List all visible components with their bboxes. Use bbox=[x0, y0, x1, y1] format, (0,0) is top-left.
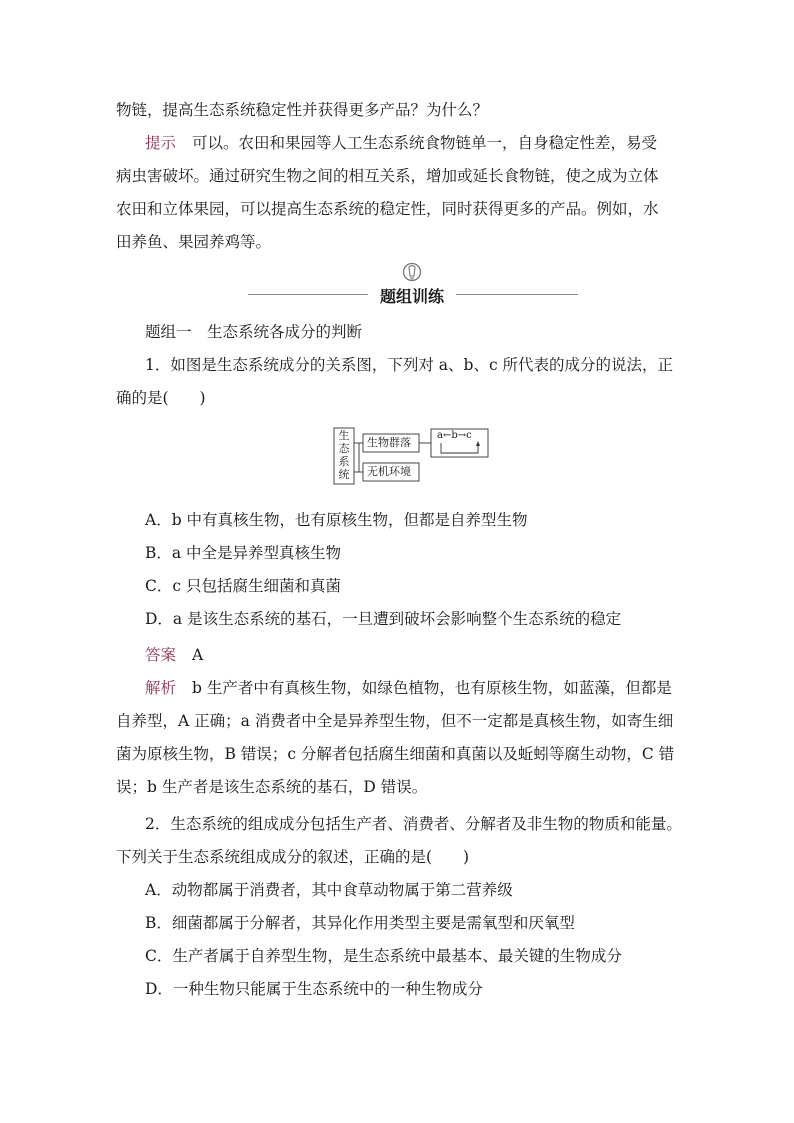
hint-tag: 提示 bbox=[145, 134, 177, 152]
q2-option-d: D．一种生物只能属于生态系统中的一种生物成分 bbox=[145, 980, 483, 998]
q1-option-d: D．a 是该生态系统的基石，一旦遭到破坏会影响整个生态系统的稳定 bbox=[145, 610, 622, 628]
q2-stem-2: 下列关于生态系统组成成分的叙述，正确的是( ) bbox=[116, 848, 470, 866]
hint-line-4: 田养鱼、果园养鸡等。 bbox=[116, 233, 272, 251]
ecosystem-diagram bbox=[331, 426, 491, 486]
q1-analysis-1 bbox=[145, 678, 672, 698]
section-title: 题组训练 bbox=[379, 287, 444, 306]
bulb-icon bbox=[402, 262, 422, 284]
diagram-branch-environment: 无机环境 bbox=[367, 465, 411, 478]
intro-line-1: 物链，提高生态系统稳定性并获得更多产品？为什么？ bbox=[116, 101, 489, 119]
hint-line-3: 农田和立体果园，可以提高生态系统的稳定性，同时获得更多的产品。例如，水 bbox=[116, 200, 659, 218]
answer-tag: 答案 bbox=[145, 646, 177, 664]
diagram-root-label: 生态系统 bbox=[338, 429, 350, 481]
section-rule-right bbox=[456, 294, 578, 295]
q1-option-c: C．c 只包括腐生细菌和真菌 bbox=[145, 577, 341, 595]
hint-line-1 bbox=[145, 133, 657, 153]
diagram-chain: a←b→c bbox=[437, 430, 472, 441]
q1-answer bbox=[145, 645, 203, 665]
q2-option-b: B．细菌都属于分解者，其异化作用类型主要是需氧型和厌氧型 bbox=[145, 914, 575, 932]
q1-analysis-4: 误；b 生产者是该生态系统的基石，D 错误。 bbox=[116, 778, 428, 796]
section-rule-left bbox=[248, 294, 368, 295]
q2-option-a: A．动物都属于消费者，其中食草动物属于第二营养级 bbox=[145, 881, 513, 899]
q2-option-c: C．生产者属于自养型生物，是生态系统中最基本、最关键的生物成分 bbox=[145, 947, 622, 965]
hint-text-1: 可以。农田和果园等人工生态系统食物链单一，自身稳定性差，易受 bbox=[192, 134, 658, 152]
q1-stem-2: 确的是( ) bbox=[116, 389, 206, 407]
diagram-branch-community: 生物群落 bbox=[367, 436, 411, 449]
group-heading: 题组一 生态系统各成分的判断 bbox=[145, 323, 363, 341]
q1-option-b: B．a 中全是异养型真核生物 bbox=[145, 544, 342, 562]
analysis-tag: 解析 bbox=[145, 679, 177, 697]
answer-value: A bbox=[192, 646, 204, 664]
section-header bbox=[248, 262, 578, 306]
hint-line-2: 病虫害破坏。通过研究生物之间的相互关系，增加或延长食物链，使之成为立体 bbox=[116, 167, 659, 185]
q1-analysis-3: 菌为原核生物，B 错误；c 分解者包括腐生细菌和真菌以及蚯蚓等腐生动物，C 错 bbox=[116, 745, 675, 763]
analysis-text-1: b 生产者中有真核生物，如绿色植物，也有原核生物，如蓝藻，但都是 bbox=[192, 679, 672, 697]
q2-stem-1: 2．生态系统的组成成分包括生产者、消费者、分解者及非生物的物质和能量。 bbox=[145, 815, 682, 833]
q1-analysis-2: 自养型，A 正确；a 消费者中全是异养型生物，但不一定都是真核生物，如寄生细 bbox=[116, 712, 674, 730]
q1-stem-1: 1．如图是生态系统成分的关系图，下列对 a、b、c 所代表的成分的说法，正 bbox=[145, 356, 674, 374]
q1-option-a: A．b 中有真核生物，也有原核生物，但都是自养型生物 bbox=[145, 511, 528, 529]
